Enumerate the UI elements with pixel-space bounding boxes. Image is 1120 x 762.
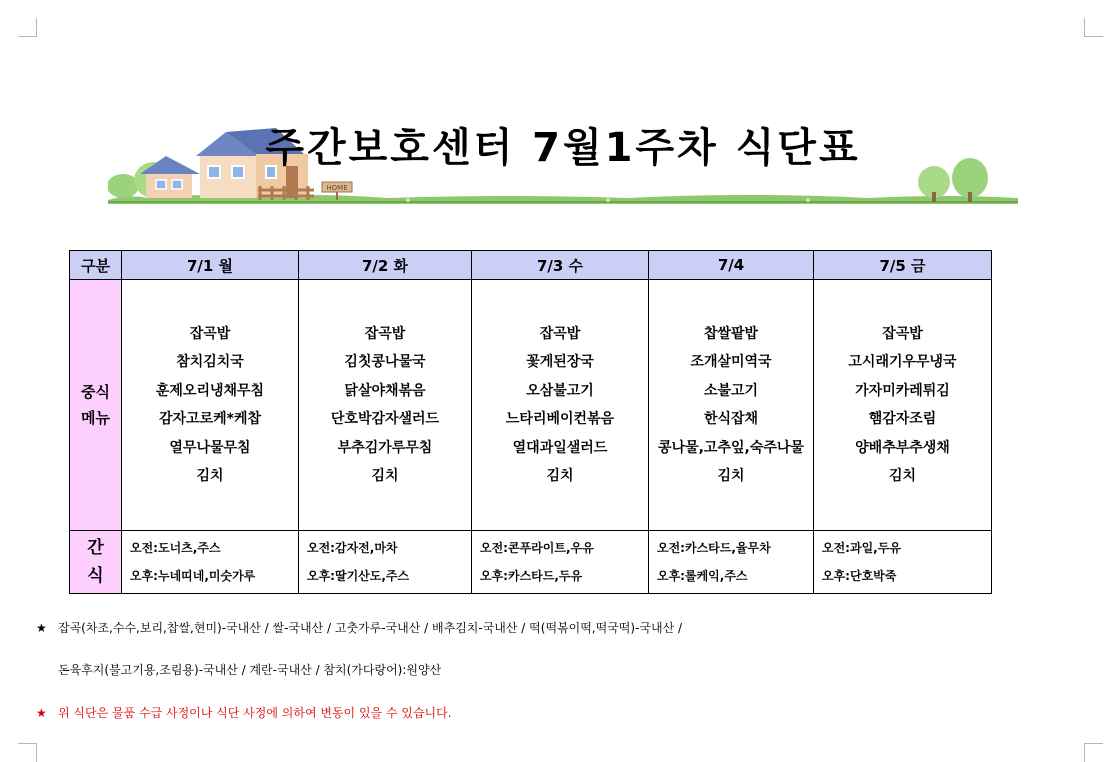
- snack-item: 오후:누네띠네,미숫가루: [130, 569, 256, 583]
- meal-plan-table: [69, 250, 992, 594]
- menu-item: 콩나물,고추잎,숙주나물: [658, 439, 804, 456]
- menu-item: 양배추부추생채: [855, 439, 950, 456]
- star-icon: ★: [36, 706, 47, 720]
- menu-item: 찹쌀팥밥: [703, 325, 759, 342]
- star-icon: ★: [36, 621, 47, 635]
- menu-item: 소불고기: [703, 382, 759, 399]
- snack-item: 오후:롤케익,주스: [657, 569, 748, 583]
- menu-item: 잡곡밥: [364, 325, 406, 342]
- menu-item: 김칫콩나물국: [344, 354, 426, 370]
- crop-mark-top-right: [1084, 18, 1103, 37]
- header-day: 7/2 화: [299, 251, 472, 280]
- crop-mark-bottom-right: [1084, 743, 1103, 762]
- menu-item: 햄감자조림: [868, 411, 937, 427]
- menu-item: 부추김가루무침: [337, 439, 433, 456]
- menu-item: 참치김치국: [176, 354, 244, 370]
- menu-item: 단호박감자샐러드: [330, 411, 440, 427]
- snack-item: 오후:단호박죽: [822, 569, 897, 583]
- lunch-menu-cell: [299, 280, 472, 531]
- snack-item: 오후:딸기산도,주스: [307, 569, 410, 583]
- menu-item: 꽃게된장국: [526, 354, 594, 370]
- snack-item: 오전:카스타드,율무차: [657, 541, 771, 555]
- lunch-menu-cell: [472, 280, 649, 531]
- crop-mark-bottom-left: [18, 743, 37, 762]
- snack-row: [70, 531, 992, 594]
- signpost-label: HOME: [326, 184, 348, 192]
- menu-item: 오삼불고기: [526, 382, 594, 399]
- menu-item: 한식잡채: [703, 411, 759, 427]
- header-day: 7/4: [649, 251, 814, 280]
- header-day: 7/5 금: [814, 251, 992, 280]
- menu-item: 훈제오리냉채무침: [155, 382, 265, 399]
- table-header-row: [70, 251, 992, 280]
- page-title: 주간보호센터 7월1주차 식단표: [265, 125, 861, 171]
- snack-cell: [299, 531, 472, 594]
- snack-item: 오전:도너츠,주스: [130, 541, 221, 555]
- lunch-menu-cell: [122, 280, 299, 531]
- snack-cell: [814, 531, 992, 594]
- header-day: 7/1 월: [122, 251, 299, 280]
- snack-row-label: 간 식: [70, 531, 122, 594]
- menu-item: 잡곡밥: [882, 325, 923, 342]
- lunch-menu-cell: [814, 280, 992, 531]
- snack-cell: [472, 531, 649, 594]
- menu-change-warning: ★ 위 식단은 물품 수급 사정이나 식단 사정에 의하여 변동이 있을 수 있습니다.: [36, 706, 452, 720]
- lunch-menu-cell: [649, 280, 814, 531]
- origin-note-line-1: ★ 잡곡(차조,수수,보리,찹쌀,현미)-국내산 / 쌀-국내산 / 고춧가루-국내산 / 배추김치-국내산 / 떡(떡볶이떡,떡국떡)-국내산 /: [36, 621, 683, 635]
- menu-item: 잡곡밥: [189, 325, 231, 342]
- menu-item: 열대과일샐러드: [512, 439, 608, 456]
- menu-item: 김치: [546, 468, 574, 484]
- menu-item: 김치: [888, 468, 917, 484]
- menu-item: 잡곡밥: [539, 325, 581, 342]
- menu-item: 조개살미역국: [690, 354, 772, 370]
- menu-item: 김치: [717, 468, 745, 484]
- snack-cell: [649, 531, 814, 594]
- lunch-row-label: 중식 메뉴: [70, 280, 122, 531]
- menu-item: 김치: [196, 468, 224, 484]
- menu-item: 가자미카레튀김: [855, 382, 950, 399]
- origin-note-line-2: 돈육후지(불고기용,조림용)-국내산 / 계란-국내산 / 참치(가다랑어):원양산: [58, 663, 442, 677]
- snack-cell: [122, 531, 299, 594]
- menu-item: 열무나물무침: [169, 439, 251, 456]
- snack-item: 오후:카스타드,두유: [480, 569, 583, 583]
- title-banner: [108, 112, 1018, 208]
- lunch-row: [70, 280, 992, 531]
- snack-item: 오전:과일,두유: [822, 541, 901, 555]
- menu-item: 김치: [371, 468, 399, 484]
- snack-item: 오전:콘푸라이트,우유: [480, 541, 594, 555]
- header-day: 7/3 수: [472, 251, 649, 280]
- header-category: 구분: [70, 251, 122, 280]
- crop-mark-top-left: [18, 18, 37, 37]
- menu-item: 닭살야채볶음: [344, 382, 426, 399]
- menu-item: 느타리베이컨볶음: [505, 411, 615, 427]
- snack-item: 오전:감자전,마차: [307, 541, 398, 555]
- menu-item: 고시래기우무냉국: [848, 354, 957, 370]
- menu-item: 감자고로케*케찹: [159, 411, 261, 427]
